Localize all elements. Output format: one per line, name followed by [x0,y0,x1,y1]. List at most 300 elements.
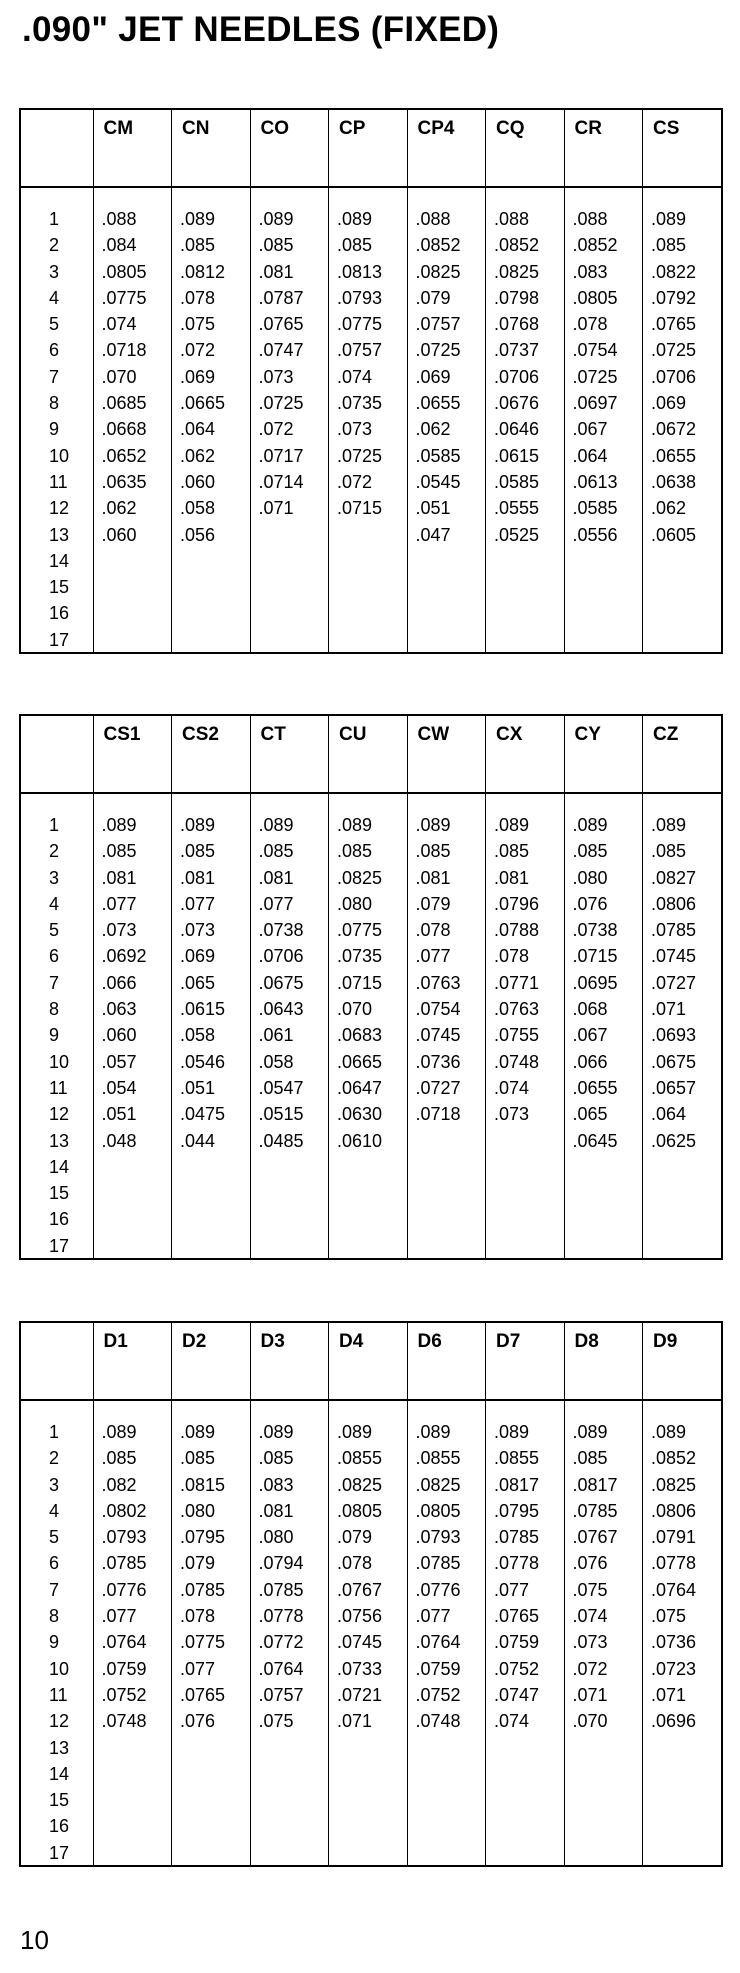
column-header-cn: CN [172,110,251,187]
row-number: 10 [49,1051,70,1072]
needle-value: .077 [180,1658,216,1679]
row-number: 13 [49,524,70,545]
column-header-ct: CT [250,716,329,793]
needle-value: .0765 [258,314,304,335]
row-number-header [21,716,93,793]
needle-value: .089 [572,815,608,835]
jet-needle-table-1 [19,108,723,654]
jet-needle-table-2 [19,714,723,1260]
column-values-d2 [172,1400,251,1866]
needle-value: .0585 [415,445,461,466]
needle-value: .063 [101,999,137,1020]
needle-value: .0725 [258,393,304,414]
needle-value: .0793 [337,287,383,308]
column-header-cz: CZ [643,716,722,793]
needle-value: .0625 [651,1130,697,1151]
needle-value: .0738 [572,920,618,941]
needle-value: .0752 [494,1658,540,1679]
needle-value: .0685 [101,393,147,414]
needle-value: .077 [415,946,451,967]
needle-value: .0759 [415,1658,461,1679]
needle-value: .077 [494,1579,530,1600]
needle-value: .0485 [258,1130,304,1151]
needle-value: .062 [415,419,451,440]
needle-value: .062 [180,445,216,466]
column-values-cz [643,793,722,1259]
needle-value: .061 [258,1025,294,1046]
needle-value: .0652 [101,445,147,466]
needle-value: .081 [258,261,294,282]
needle-value: .0775 [337,920,383,941]
needle-value: .073 [101,920,137,941]
row-number: 12 [49,498,70,519]
needle-value: .0757 [258,1684,304,1705]
row-number: 6 [49,946,60,967]
row-number: 2 [49,841,60,862]
needle-value: .0668 [101,419,147,440]
row-numbers [21,187,93,653]
needle-value: .078 [180,287,216,308]
row-number: 14 [49,1763,70,1784]
needle-value: .0647 [337,1077,383,1098]
needle-value: .0785 [651,920,697,941]
row-number: 6 [49,340,60,361]
needle-value: .0635 [101,471,147,492]
needle-value: .0748 [101,1711,147,1732]
needle-value: .0697 [572,393,618,414]
needle-value: .0763 [415,972,461,993]
needle-value: .0555 [494,498,540,519]
column-values-cs2 [172,793,251,1259]
needle-value: .070 [101,366,137,387]
needle-value: .0725 [337,445,383,466]
needle-value: .079 [415,893,451,914]
needle-value: .079 [180,1553,216,1574]
needle-value: .083 [572,261,608,282]
row-number: 8 [49,999,60,1020]
needle-value: .0764 [101,1632,147,1653]
needle-value: .0791 [651,1527,697,1548]
needle-value: .0775 [101,287,147,308]
needle-value: .077 [415,1606,451,1627]
row-number: 13 [49,1737,70,1758]
needle-value: .0715 [337,498,383,519]
needle-value: .0638 [651,471,697,492]
needle-value: .0825 [415,1474,461,1495]
needle-value: .085 [337,841,373,862]
needle-value: .0735 [337,393,383,414]
needle-value: .089 [180,209,216,229]
needle-value: .0725 [651,340,697,361]
needle-value: .078 [337,1553,373,1574]
needle-value: .089 [258,1422,294,1442]
needle-value: .0745 [415,1025,461,1046]
needle-value: .0788 [494,920,540,941]
column-values-cn [172,187,251,653]
needle-value: .085 [258,235,294,256]
needle-value: .0547 [258,1077,304,1098]
needle-value: .078 [494,946,530,967]
column-values-cx [486,793,565,1259]
needle-value: .0765 [494,1606,540,1627]
needle-value: .0852 [415,235,461,256]
needle-value: .071 [337,1711,373,1732]
needle-value: .0827 [651,867,697,888]
needle-value: .0747 [258,340,304,361]
needle-value: .0714 [258,471,304,492]
needle-value: .047 [415,524,451,545]
needle-value: .0755 [494,1025,540,1046]
needle-value: .070 [572,1711,608,1732]
needle-value: .0725 [572,366,618,387]
needle-value: .088 [415,209,451,229]
needle-value: .073 [494,1104,530,1125]
needle-value: .064 [572,445,608,466]
column-values-cy [564,793,643,1259]
needle-value: .069 [180,366,216,387]
needle-value: .0718 [415,1104,461,1125]
column-values-cq [486,187,565,653]
needle-value: .0643 [258,999,304,1020]
needle-value: .051 [415,498,451,519]
needle-value: .071 [258,498,294,519]
needle-value: .0754 [572,340,618,361]
needle-value: .0646 [494,419,540,440]
column-header-cy: CY [564,716,643,793]
needle-value: .074 [337,366,373,387]
needle-value: .0806 [651,893,697,914]
needle-value: .0737 [494,340,540,361]
needle-value: .081 [180,867,216,888]
needle-value: .088 [101,209,137,229]
row-number: 11 [49,1077,68,1098]
column-header-cw: CW [407,716,486,793]
needle-value: .085 [258,1448,294,1469]
needle-value: .071 [572,1684,608,1705]
row-number: 3 [49,1474,60,1495]
needle-value: .0778 [494,1553,540,1574]
needle-value: .0775 [337,314,383,335]
needle-value: .085 [651,841,687,862]
needle-value: .0757 [337,340,383,361]
needle-value: .060 [101,524,137,545]
row-number: 3 [49,261,60,282]
row-number: 4 [49,1500,60,1521]
needle-value: .0715 [337,972,383,993]
row-number: 1 [49,209,60,229]
needle-value: .0805 [415,1500,461,1521]
page-number: 10 [20,1925,49,1955]
needle-value: .080 [337,893,373,914]
row-number: 9 [49,419,60,440]
needle-value: .077 [101,1606,137,1627]
needle-value: .0785 [494,1527,540,1548]
needle-value: .0775 [180,1632,226,1653]
needle-value: .079 [415,287,451,308]
needle-value: .0675 [258,972,304,993]
column-header-cu: CU [329,716,408,793]
needle-value: .0615 [494,445,540,466]
needle-value: .089 [337,209,373,229]
needle-value: .0556 [572,524,618,545]
column-values-cr [564,187,643,653]
needle-value: .0525 [494,524,540,545]
needle-value: .073 [337,419,373,440]
column-values-ct [250,793,329,1259]
needle-value: .0723 [651,1658,697,1679]
needle-value: .089 [415,815,451,835]
needle-value: .062 [101,498,137,519]
column-header-cm: CM [93,110,172,187]
needle-value: .075 [180,314,216,335]
needle-value: .081 [101,867,137,888]
row-number: 4 [49,287,60,308]
needle-value: .0665 [180,393,226,414]
needle-value: .0764 [415,1632,461,1653]
needle-value: .069 [180,946,216,967]
needle-value: .085 [651,235,687,256]
column-header-d4: D4 [329,1323,408,1400]
column-header-d7: D7 [486,1323,565,1400]
needle-value: .0585 [494,471,540,492]
needle-value: .066 [101,972,137,993]
needle-value: .0765 [180,1684,226,1705]
row-number: 9 [49,1632,60,1653]
row-number: 11 [49,471,68,492]
needle-value: .085 [180,841,216,862]
needle-value: .0545 [415,471,461,492]
needle-value: .044 [180,1130,216,1151]
needle-value: .0805 [101,261,147,282]
needle-value: .0852 [494,235,540,256]
column-header-d6: D6 [407,1323,486,1400]
needle-value: .0785 [101,1553,147,1574]
row-number: 17 [49,629,70,650]
needle-value: .089 [572,1422,608,1442]
column-values-d7 [486,1400,565,1866]
needle-value: .064 [180,419,216,440]
needle-value: .0683 [337,1025,383,1046]
needle-value: .089 [180,1422,216,1442]
needle-value: .0805 [337,1500,383,1521]
column-values-d9 [643,1400,722,1866]
needle-value: .0693 [651,1025,697,1046]
needle-value: .089 [258,209,294,229]
needle-value: .0852 [572,235,618,256]
row-number: 11 [49,1684,68,1705]
column-header-d9: D9 [643,1323,722,1400]
needle-table [21,1323,721,1866]
needle-value: .058 [258,1051,294,1072]
needle-value: .065 [180,972,216,993]
needle-value: .0825 [415,261,461,282]
needle-value: .081 [258,867,294,888]
needle-value: .0813 [337,261,383,282]
row-number: 10 [49,445,70,466]
needle-value: .074 [572,1606,608,1627]
column-values-cs [643,187,722,653]
needle-value: .072 [572,1658,608,1679]
needle-value: .0855 [415,1448,461,1469]
needle-value: .054 [101,1077,137,1098]
needle-value: .074 [101,314,137,335]
needle-value: .0759 [101,1658,147,1679]
needle-value: .0725 [415,340,461,361]
needle-value: .089 [494,815,530,835]
needle-value: .0756 [337,1606,383,1627]
needle-value: .0585 [572,498,618,519]
needle-value: .072 [337,471,373,492]
needle-value: .078 [572,314,608,335]
needle-value: .0747 [494,1684,540,1705]
row-number: 14 [49,550,70,571]
needle-value: .0778 [651,1553,697,1574]
needle-value: .0793 [415,1527,461,1548]
needle-value: .0765 [651,314,697,335]
needle-value: .0676 [494,393,540,414]
row-number: 15 [49,577,70,598]
needle-value: .0815 [180,1474,226,1495]
needle-value: .085 [415,841,451,862]
needle-value: .085 [180,235,216,256]
row-number: 5 [49,1527,60,1548]
needle-value: .0785 [180,1579,226,1600]
needle-value: .071 [651,999,687,1020]
needle-value: .0772 [258,1632,304,1653]
needle-value: .0672 [651,419,697,440]
column-header-cr: CR [564,110,643,187]
needle-value: .0475 [180,1104,226,1125]
needle-value: .0754 [415,999,461,1020]
needle-table [21,716,721,1259]
needle-value: .0778 [258,1606,304,1627]
needle-value: .051 [180,1077,216,1098]
needle-value: .064 [651,1104,687,1125]
needle-value: .0696 [651,1711,697,1732]
column-values-d3 [250,1400,329,1866]
needle-value: .057 [101,1051,137,1072]
needle-value: .0757 [415,314,461,335]
needle-value: .0655 [651,445,697,466]
needle-value: .0855 [337,1448,383,1469]
needle-value: .0748 [494,1051,540,1072]
needle-value: .0655 [415,393,461,414]
needle-value: .0715 [572,946,618,967]
row-number: 7 [49,366,60,387]
needle-value: .0796 [494,893,540,914]
needle-value: .088 [494,209,530,229]
column-header-co: CO [250,110,329,187]
needle-value: .0802 [101,1500,147,1521]
needle-value: .0806 [651,1500,697,1521]
needle-value: .060 [101,1025,137,1046]
needle-value: .075 [572,1579,608,1600]
needle-value: .088 [572,209,608,229]
needle-value: .0615 [180,999,226,1020]
needle-value: .0759 [494,1632,540,1653]
needle-value: .074 [494,1711,530,1732]
needle-value: .0706 [494,366,540,387]
needle-value: .069 [415,366,451,387]
needle-value: .078 [180,1606,216,1627]
needle-value: .0605 [651,524,697,545]
needle-value: .082 [101,1474,137,1495]
column-values-cp [329,187,408,653]
row-number: 7 [49,972,60,993]
row-number: 1 [49,815,60,835]
needle-value: .081 [258,1500,294,1521]
needle-value: .083 [258,1474,294,1495]
needle-value: .062 [651,498,687,519]
column-header-cs2: CS2 [172,716,251,793]
needle-value: .0657 [651,1077,697,1098]
needle-value: .0768 [494,314,540,335]
row-number: 10 [49,1658,70,1679]
needle-value: .081 [415,867,451,888]
row-number: 16 [49,603,70,624]
jet-needle-table-3 [19,1321,723,1867]
needle-value: .0792 [651,287,697,308]
needle-value: .0825 [651,1474,697,1495]
row-number: 15 [49,1790,70,1811]
row-number: 7 [49,1579,60,1600]
needle-value: .0736 [651,1632,697,1653]
needle-value: .078 [415,920,451,941]
needle-value: .075 [258,1711,294,1732]
row-number: 5 [49,920,60,941]
needle-value: .0855 [494,1448,540,1469]
needle-value: .058 [180,498,216,519]
table-row [21,793,721,1259]
column-values-cm [93,187,172,653]
needle-value: .060 [180,471,216,492]
page-title: .090" JET NEEDLES (FIXED) [22,10,500,49]
needle-value: .076 [180,1711,216,1732]
needle-value: .0717 [258,445,304,466]
column-header-d1: D1 [93,1323,172,1400]
needle-value: .089 [651,209,687,229]
row-number: 16 [49,1209,70,1230]
needle-value: .0817 [494,1474,540,1495]
column-values-d6 [407,1400,486,1866]
needle-value: .070 [337,999,373,1020]
needle-value: .089 [180,815,216,835]
needle-value: .077 [258,893,294,914]
needle-value: .089 [101,1422,137,1442]
needle-value: .069 [651,393,687,414]
needle-value: .075 [651,1606,687,1627]
needle-value: .085 [180,1448,216,1469]
needle-value: .072 [180,340,216,361]
needle-table [21,110,721,653]
row-number: 9 [49,1025,60,1046]
needle-value: .0764 [258,1658,304,1679]
needle-value: .0706 [651,366,697,387]
row-number: 12 [49,1104,70,1125]
needle-value: .0738 [258,920,304,941]
needle-value: .0822 [651,261,697,282]
needle-value: .077 [180,893,216,914]
needle-value: .079 [337,1527,373,1548]
column-values-cp4 [407,187,486,653]
column-values-cu [329,793,408,1259]
needle-value: .0798 [494,287,540,308]
row-number: 14 [49,1156,70,1177]
needle-value: .0727 [651,972,697,993]
table-row [21,187,721,653]
needle-value: .0764 [651,1579,697,1600]
needle-value: .0630 [337,1104,383,1125]
